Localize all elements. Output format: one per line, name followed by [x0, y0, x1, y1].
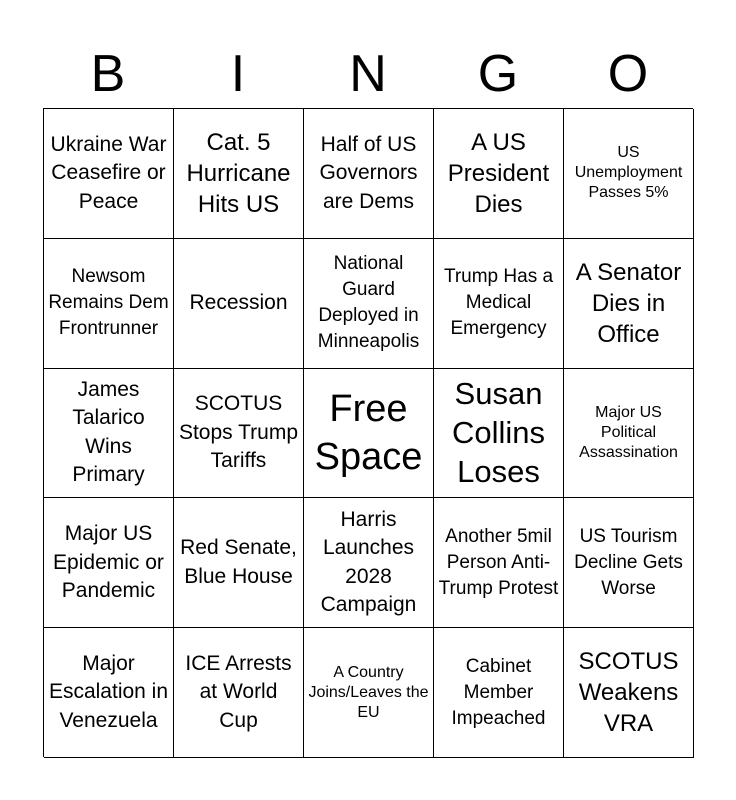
cell-label: US Tourism Decline Gets Worse [574, 525, 683, 599]
cell-label: SCOTUS Stops Trump Tariffs [178, 392, 299, 473]
cell-label: Another 5mil Person Anti-Trump Protest [438, 525, 559, 599]
bingo-cell[interactable] [564, 239, 694, 369]
bingo-cell[interactable] [564, 369, 694, 499]
free-space-label: Free Space [314, 387, 423, 478]
cell-label: SCOTUS Weakens VRA [578, 648, 679, 738]
bingo-cell[interactable] [44, 369, 174, 499]
bingo-cell[interactable] [174, 239, 304, 369]
bingo-cell[interactable] [434, 109, 564, 239]
cell-label: Cat. 5 Hurricane Hits US [186, 128, 291, 218]
cell-label: Trump Has a Medical Emergency [443, 266, 554, 340]
cell-label: Major US Political Assassination [579, 403, 678, 461]
cell-label: Ukraine War Ceasefire or Peace [50, 132, 167, 213]
bingo-cell[interactable] [174, 498, 304, 628]
bingo-cell[interactable] [44, 498, 174, 628]
cell-label: Major Escalation in Venezuela [48, 651, 169, 732]
cell-label: A Country Joins/Leaves the EU [308, 663, 429, 721]
cell-label: Susan Collins Loses [451, 376, 546, 490]
bingo-cell[interactable] [174, 369, 304, 499]
bingo-cell[interactable] [434, 628, 564, 758]
cell-label: Harris Launches 2028 Campaign [320, 507, 417, 617]
cell-label: Newsom Remains Dem Frontrunner [48, 266, 169, 340]
bingo-cell[interactable] [564, 109, 694, 239]
bingo-cell[interactable] [434, 498, 564, 628]
header-letter-o: O [607, 45, 649, 103]
bingo-board [43, 108, 693, 757]
header-letter-i: I [230, 45, 246, 103]
bingo-cell[interactable] [434, 369, 564, 499]
cell-label: Red Senate, Blue House [180, 536, 297, 588]
bingo-header [43, 40, 693, 108]
bingo-cell[interactable] [304, 498, 434, 628]
cell-label: Recession [189, 290, 288, 314]
bingo-cell free-space[interactable] [304, 369, 434, 499]
cell-label: A Senator Dies in Office [575, 258, 682, 348]
cell-label: US Unemployment Passes 5% [574, 144, 683, 202]
header-letter-n: N [349, 45, 387, 103]
cell-label: National Guard Deployed in Minneapolis [317, 253, 420, 353]
bingo-cell[interactable] [304, 628, 434, 758]
bingo-cell[interactable] [44, 628, 174, 758]
bingo-cell[interactable] [564, 628, 694, 758]
bingo-cell[interactable] [304, 239, 434, 369]
cell-label: Cabinet Member Impeached [451, 655, 546, 729]
bingo-cell[interactable] [44, 109, 174, 239]
bingo-cell[interactable] [304, 109, 434, 239]
bingo-cell[interactable] [434, 239, 564, 369]
header-letter-b: B [90, 45, 126, 103]
bingo-cell[interactable] [44, 239, 174, 369]
bingo-cell[interactable] [564, 498, 694, 628]
cell-label: James Talarico Wins Primary [72, 377, 145, 487]
bingo-cell[interactable] [174, 109, 304, 239]
cell-label: Half of US Governors are Dems [319, 132, 418, 213]
bingo-cell[interactable] [174, 628, 304, 758]
cell-label: ICE Arrests at World Cup [185, 651, 292, 732]
cell-label: A US President Dies [447, 128, 550, 218]
header-letter-g: G [477, 45, 519, 103]
cell-label: Major US Epidemic or Pandemic [53, 522, 164, 603]
